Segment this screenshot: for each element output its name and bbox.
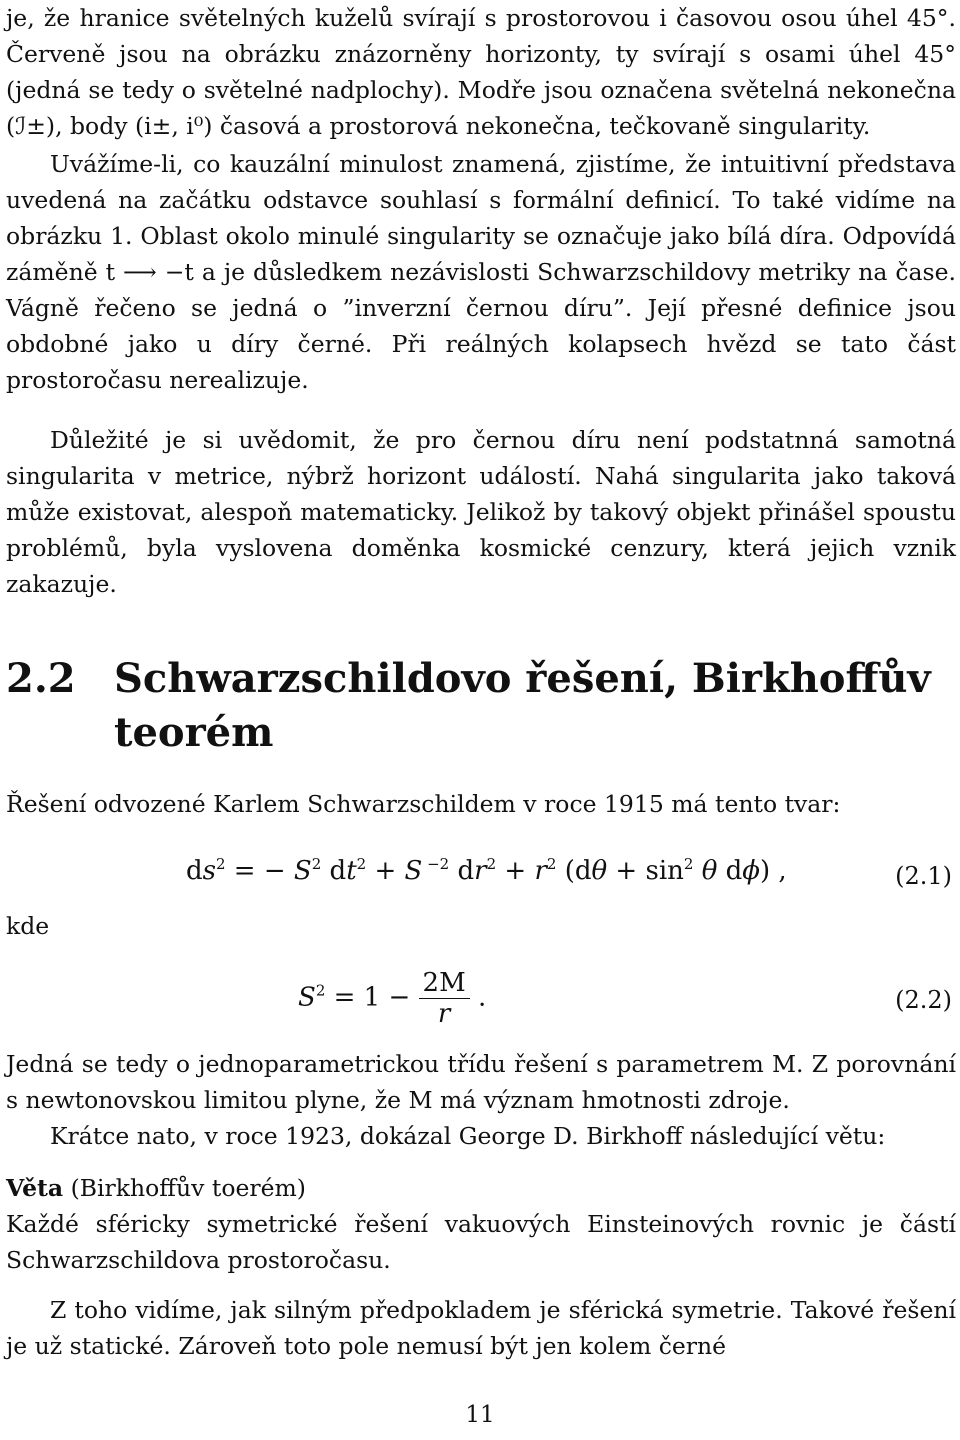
paragraph-birkhoff-intro: Krátce nato, v roce 1923, dokázal George D. Birkhoff následující větu: — [50, 1122, 886, 1150]
paragraph-horizons: je, že hranice světelných kuželů svírají s prostorovou i časovou osou úhel 45°. Červeně jsou na obrázku znázorněny horizonty, ty svírají s osami úhel 45° (jedná se tedy o světelné nadplochy). Modře jsou označena světelná nekonečna (ℐ±), body (i±, i⁰) časová a prostorová nekonečna, tečkovaně singularity. — [6, 4, 956, 140]
paragraph-naked-singularity: Důležité je si uvědomit, že pro černou díru není podstatnná samotná singularita v metrice, nýbrž horizont událostí. Nahá singularita jako taková může existovat, alespoň matematicky. Jelikož by takový objekt přinášel spoustu problémů, byla vyslovena doměnka kosmické cenzury, která jejich vznik zakazuje. — [6, 426, 956, 598]
equation-number-2-2: (2.2) — [895, 986, 952, 1014]
section-heading — [6, 652, 956, 760]
equation-s-squared: $S^2 = 1$ − $\frac{2M}{r}$ . — [298, 968, 487, 1029]
paragraph-white-hole: Uvážíme-li, co kauzální minulost znamená, zjistíme, že intuitivní představa uvedená na začátku odstavce souhlasí s formální definicí. To také vidíme na obrázku 1. Oblast okolo minulé singularity se označuje jako bílá díra. Odpovídá záměně t ⟶ −t a je důsledkem nezávislosti Schwarzschildovy metriky na čase. Vágně řečeno se jedná o ”inverzní černou díru”. Její přesné definice jsou obdobné jako u díry černé. Při reálných kolapsech hvězd se tato část prostoročasu nerealizuje. — [6, 150, 956, 394]
fraction: $\frac{2M}{r}$ — [419, 968, 470, 1029]
section-number: 2.2 — [6, 655, 76, 702]
section-title: Schwarzschildovo řešení, Birkhoffův teorém — [114, 655, 931, 756]
paragraph-spherical-symmetry: Z toho vidíme, jak silným předpokladem je sférická symetrie. Takové řešení je už statické. Zároveň toto pole nemusí být jen kolem černé — [6, 1296, 956, 1360]
theorem-heading — [6, 1170, 956, 1206]
paragraph-parameter-m: Jedná se tedy o jednoparametrickou třídu řešení s parametrem M. Z porovnání s newtonovskou limitou plyne, že M má význam hmotnosti zdroje. — [6, 1050, 956, 1114]
theorem-statement: Každé sféricky symetrické řešení vakuových Einsteinových rovnic je částí Schwarzschildova prostoročasu. — [6, 1210, 956, 1274]
kde-label: kde — [6, 912, 50, 940]
paragraph-solution-intro: Řešení odvozené Karlem Schwarzschildem v roce 1915 má tento tvar: — [6, 790, 841, 818]
theorem-name: (Birkhoffův toerém) — [70, 1174, 306, 1202]
theorem-label: Věta — [6, 1174, 64, 1202]
equation-number-2-1: (2.1) — [895, 862, 952, 890]
equation-metric: $ds^2$ = − $S^2$ $dt^2 + S$ $^{-2}$ $dr^2 + r^2$ ($d\theta + \sin^2 \theta$ dϕ) , — [186, 855, 787, 886]
page-number: 11 — [465, 1402, 495, 1428]
